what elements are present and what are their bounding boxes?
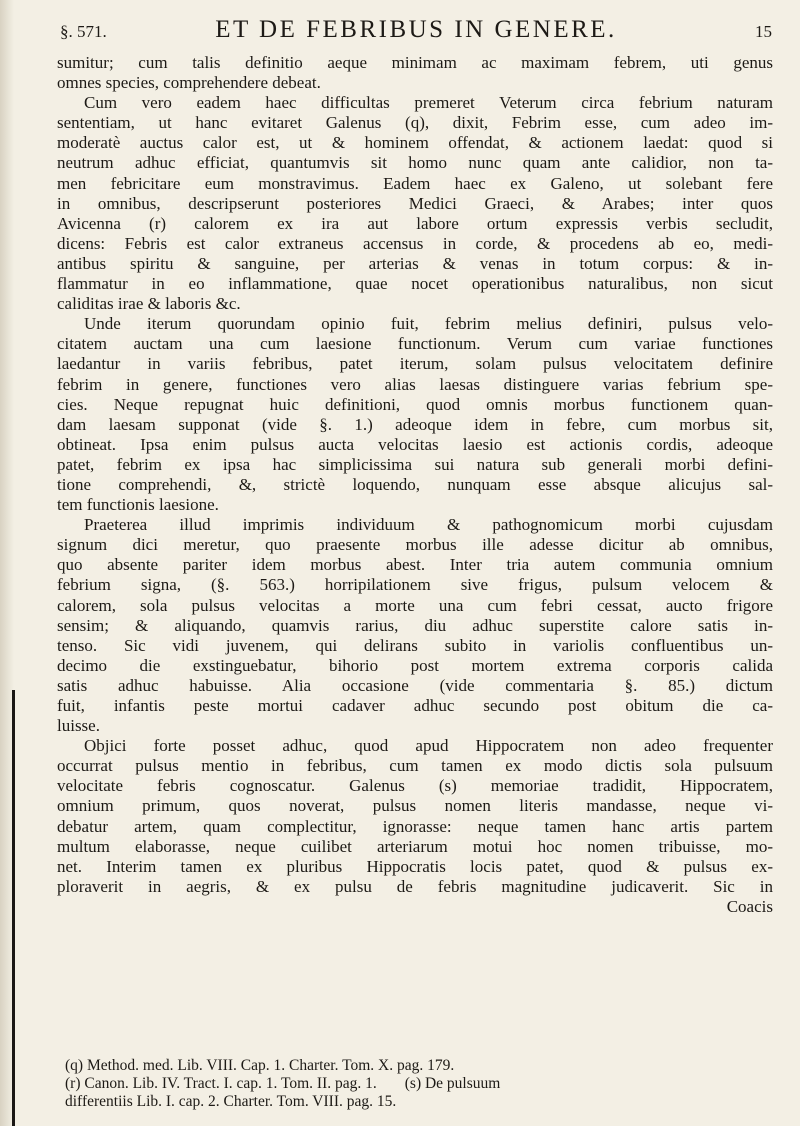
text-line: sumitur; cum talis definitio aeque minimam ac maximam febrem, uti genus [57,53,773,72]
text-line: tenso. Sic vidi juvenem, qui delirans subito in variolis confluentibus un- [57,635,773,655]
footnote-s-start: (s) De pulsuum [404,1075,501,1092]
text-line: omnium primum, quos noverat, pulsus nomen literis mandasse, neque vi- [57,796,773,816]
text-line: multum elaborasse, neque cuilibet arteriarum motui hoc nomen tribuisse, mo- [57,836,773,856]
text-line: flammatur in eo inflammatione, quae nocet operationibus naturalibus, non sicut [57,274,773,294]
paragraph-start: Praeterea illud imprimis individuum & pathognomicum morbi cujusdam [84,515,773,535]
text-line: decimo die exstinguebatur, bihorio post mortem extrema corporis calida [57,655,773,675]
footnote-row [57,1075,773,1093]
text-line: calorem, sola pulsus velocitas a morte una cum febri cessat, aucto frigore [57,595,773,615]
text-line: moderatè auctus calor est, ut & hominem offendat, & actionem laedat: quod si [57,133,773,153]
text-line: signum dici meretur, quo praesente morbus ille adesse dicitur ab omnibus, [57,535,773,555]
paragraph-start: Cum vero eadem haec difficultas premeret Veterum circa febrium naturam [84,93,773,113]
paragraph-start: Unde iterum quorundam opinio fuit, febrim melius definiri, pulsus velo- [84,314,773,334]
text-line: laedantur in variis febribus, patet iterum, solam pulsus velocitatem definire [57,354,773,374]
footnotes [57,1057,773,1111]
footnote-s-end: differentiis Lib. I. cap. 2. Charter. Tom. VIII. pag. 15. [65,1093,397,1110]
text-line: antibus spiritu & sanguine, per arterias & venas in totum corpus: & in- [57,253,773,273]
text-line: in omnibus, descripserunt posteriores Medici Graeci, & Arabes; inter quos [57,193,773,213]
text-line: caliditas irae & laboris &c. [57,294,241,314]
text-line: febrim in genere, functiones vero alias laesas distinguere varias febrium spe- [57,374,773,394]
margin-rule [12,690,15,1126]
paragraph-start: Objici forte posset adhuc, quod apud Hippocratem non adeo frequenter [84,736,773,756]
text-line: omnes species, comprehendere debeat. [57,73,321,93]
footnote-q: (q) Method. med. Lib. VIII. Cap. 1. Charter. Tom. X. pag. 179. [65,1057,455,1074]
text-line: sensim; & aliquando, quamvis rarius, diu adhuc superstite calore satis in- [57,615,773,635]
text-line: quo absente pariter idem morbus abest. Inter tria autem communia omnium [57,555,773,575]
text-line: debatur artem, quam complectitur, ignorasse: neque tamen hanc artis partem [57,816,773,836]
body-text [57,53,773,917]
running-header [60,16,772,46]
text-line: occurrat pulsus mentio in febribus, cum tamen ex modo dictis sola pulsuum [57,756,773,776]
footnote-r: (r) Canon. Lib. IV. Tract. I. cap. 1. Tom. II. pag. 1. [65,1075,377,1092]
text-line: febrium signa, (§. 563.) horripilationem sive frigus, pulsum velocem & [57,575,773,595]
text-line: Avicenna (r) calorem ex ira aut labore ortum expressis verbis secludit, [57,213,773,233]
text-line: satis adhuc habuisse. Alia occasione (vide commentaria §. 85.) dictum [57,675,773,695]
text-line: neutrum adhuc efficiat, quantumvis sit homo nunc quam ante calidior, non ta- [57,153,773,173]
text-line: tem functionis laesione. [57,495,219,515]
text-line: patet, febrim ex ipsa hac simplicissima sui natura sub generali morbi defini- [57,454,773,474]
text-line: fuit, infantis peste mortui cadaver adhuc secundo post obitum die ca- [57,696,773,715]
text-line: dam laesam supponat (vide §. 1.) adeoque idem in febre, cum morbus sit, [57,414,773,434]
text-line: obtineat. Ipsa enim pulsus aucta velocitas laesio est actionis cordis, adeoque [57,434,773,454]
page-number: 15 [755,22,772,41]
text-line: men febricitare eum monstravimus. Eadem haec ex Galeno, ut solebant fere [57,173,773,193]
text-line: citatem auctam una cum laesione functionum. Verum cum variae functiones [57,334,773,354]
text-line: tione comprehendi, &, strictè loquendo, nunquam esse absque alicujus sal- [57,474,773,494]
running-title: ET DE FEBRIBUS IN GENERE. [215,16,617,43]
section-number: §. 571. [60,22,107,41]
text-line: ploraverit in aegris, & ex pulsu de febris magnitudine judicaverit. Sic in [57,876,773,896]
text-line: velocitate febris cognoscatur. Galenus (s) memoriae tradidit, Hippocratem, [57,776,773,796]
text-line: cies. Neque repugnat huic definitioni, quod omnis morbus functionem quan- [57,394,773,414]
text-line: dicens: Febris est calor extraneus accensus in corde, & procedens ab eo, medi- [57,233,773,253]
text-line: luisse. [57,716,100,736]
catchword: Coacis [726,896,773,916]
text-line: sententiam, ut hanc evitaret Galenus (q), dixit, Febrim esse, cum adeo im- [57,113,773,133]
text-line: net. Interim tamen ex pluribus Hippocratis locis patet, quod & pulsus ex- [57,856,773,876]
